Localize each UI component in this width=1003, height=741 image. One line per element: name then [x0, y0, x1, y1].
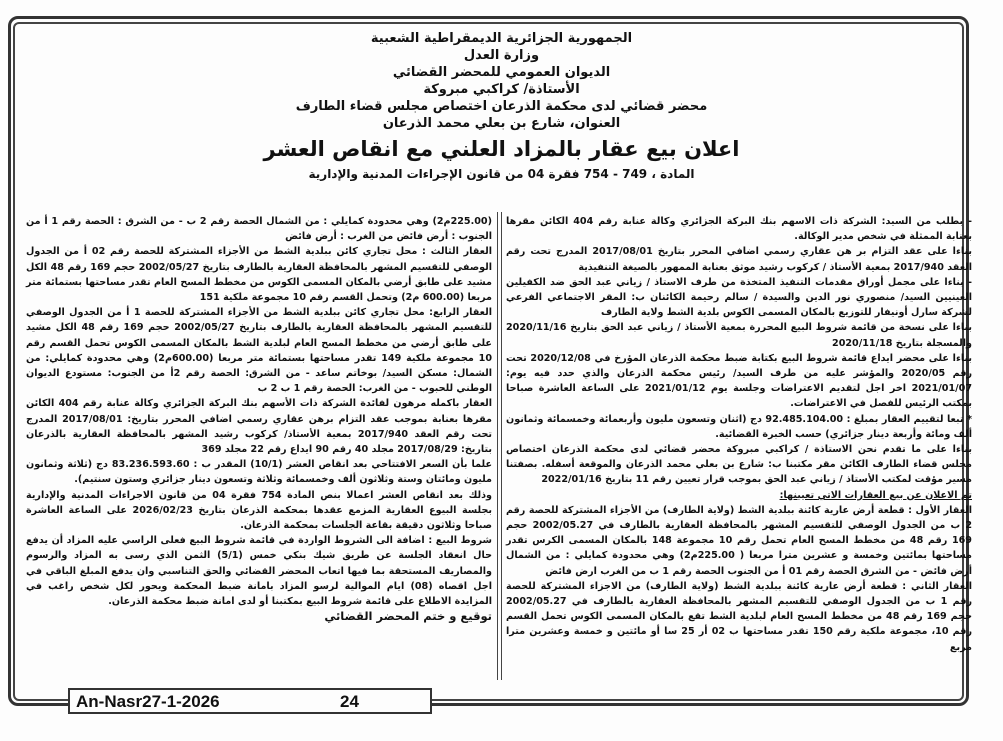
paragraph: بناءا على نسخة من قائمة شروط البيع المحررة بمعية الأستاذ / زياني عبد الحق بتاريخ 2020/11/16 والمسجلة بتاريخ 2020/11/18 — [506, 322, 972, 349]
column-divider — [497, 212, 502, 680]
header-ministry: وزارة العدل — [463, 48, 540, 63]
page-title: اعلان بيع عقار بالمزاد العلني مع انقاص العشر — [263, 137, 740, 161]
announce-heading: تم الاعلان عن بيع العقارات الاتي تعيينها: — [779, 489, 972, 501]
sale-conditions: شروط البيع : اضافة الى الشروط الواردة في قائمة شروط البيع فعلى الراسي عليه المزاد أن يدفع حال انعقاد الجلسة عن طريق شيك بنكي خمس (5/1) الثمن الذي رسى به المزاد والرسوم والمصاريف المستحقة بما فيها اتعاب المحضر القضائي والحق التناسبي وان يدفع المبلغ الباقي في اجل اقصاه (08) ايام الموالية لرسو المزاد بامانة ضبط المحكمة ويحور لكل شخص راغب في المزايدة الاطلاع على قائمة شروط البيع بمكتبنا أو لدى امانة ضبط محكمة الذرعان. — [26, 535, 492, 608]
opening-price: علما بأن السعر الافتتاحي بعد انقاص العشر (10/1) المقدر ب : 83.236.593.60 دج (ثلاثة وثمانون مليون ومائتان وستة وثلاثون ألف وخمسمائة وثلاثة وتسعون دينار جزائري وستون سنتيم). — [26, 459, 492, 486]
hearing-date: وذلك بعد انقاص العشر اعمالا بنص المادة 754 فقرة 04 من قانون الاجراءات المدنية والإدارية بجلسة البيوع العقارية المزمع عقدها بمحكمة الذرعان بتاريخ 2026/02/23 على الساعة العاشرة صباحا وثلاثون دقيقة بقاعة الجلسات بمحكمة الذرعان. — [26, 489, 493, 532]
paragraph: بناءا على محضر ايداع قائمة شروط البيع بكتابة ضبط محكمة الذرعان المؤرخ في 2020/12/08 تحت رقم 2020/05 والمؤشر عليه من طرف السيد/ رئيس محكمة الذرعان والذي حدد فيه يوم: 2021/01/07 اخر اجل لتقديم الاعتراضات وجلسة يوم 2021/01/12 على الساعة العاشرة صباحا بمكتب الرئيس للفصل في الاعتراضات. — [506, 352, 972, 410]
paragraph: العقار باكمله مرهون لفائدة الشركة ذات الأسهم بنك البركة الجزائري وكالة عنابة رقم 404 الكائن مقرها بعنابة بموجب عقد التزام برهن عقاري رسمي اضافي المحرر بتاريخ: 2017/08/01 المدرج تحت رقم العقد 2017/940 بمعية الأستاذ/ كركوب رشيد المشهر بالمحافظة العقارية بالذرعان بتاريخ: 2017/08/29 مجلد 40 رقم 90 ايداع رقم 22 مجلد 369 — [26, 398, 492, 456]
header-address: العنوان، شارع بن بعلي محمد الذرعان — [382, 116, 621, 131]
header-office: الديوان العمومي للمحضر القضائي — [392, 65, 611, 80]
paragraph: (225.00م2) وهي محدودة كمايلي : من الشمال الحصة رقم 2 ب - من الشرق : الحصة رقم 1 أ من الجنوب : أرض فائض من الغرب : أرض فائض — [26, 216, 492, 243]
signature-line: توقيع و ختم المحضر القضائي — [324, 609, 492, 624]
paragraph: - بناءا على مجمل أوراق مقدمات التنفيذ المتخذة من طرف الاستاذ / زياني عبد الحق ضد الكفيلين العينيين السيد/ منصوري نور الدين والسيدة / سالم رحيمة الكائنان ب: المقر الاجتماعي الفرعي لشركة سارل أونيفار للتوزيع بالمكان المسمى الكوس بلدية الشط ولاية الطارف — [506, 276, 972, 319]
legal-article: المادة ، 749 - 754 فقرة 04 من قانون الإجراءات المدنية والإدارية — [308, 167, 695, 181]
header-jurisdiction: محضر قضائي لدى محكمة الذرعان اختصاص مجلس قضاء الطارف — [295, 99, 708, 114]
paragraph: بناءا على ما تقدم نحن الاستاذة / كراكبي مبروكة محضر قضائي لدى محكمة الذرعان اختصاص مجلس قضاء الطارف الكائن مقر مكتبنا ب: شارع بن بعلي محمد الذرعان والموقعة أسفله. بصفتنا مسير مؤقت لمكتب الأستاذ / زياني عبد الحق بموجب قرار تعيين رقم 11 بتاريخ 2022/01/16 — [506, 444, 972, 486]
page-number: 24 — [340, 692, 359, 711]
document-header — [0, 30, 1003, 182]
paragraph: * تبعا لتقييم العقار بمبلغ : 92.485.104.00 دج (اثنان وتسعون مليون وأربعمائة وخمسمائة وثمانون ألف ومائة وأربعة دينار جزائري) حسب الخبرة القضائية. — [506, 413, 972, 440]
footer-box — [68, 688, 432, 714]
left-column — [26, 214, 492, 624]
property-second: العقار الثاني : قطعة أرض عارية كائنة ببلدية الشط (ولاية الطارف) من الاجزاء المشتركة للحصة رقم 1 ب من الجدول الوصفي للتقسيم المشهر بالمحافظة العقارية بالطارف في 2002/05.27 حجم 169 رقم 48 من مخطط المسح العام لبلدية الشط تقع بالمكان المسمى الكوس تحمل القسم رقم 10، مجموعة ملكية رقم 150 تقدر مساحتها ب 02 أر 25 سا أو مائتين و خمسة وعشرين مترا مربع — [506, 580, 972, 653]
paragraph: - بطلب من السيد: الشركة ذات الاسهم بنك البركة الجزائري وكالة عنابة رقم 404 الكائن مقرها بعنابة الممثلة في شخص مدير الوكالة. — [506, 216, 972, 243]
publication-name: An-Nasr27-1-2026 — [76, 692, 220, 711]
property-fourth: العقار الرابع: محل تجاري كائن ببلدية الشط من الأجزاء المشتركة للحصة 1 أ من الجدول الوصفي للتقسيم المشهر بالمحافظة العقارية بالطارف بتاريخ 2002/05/27 حجم 169 رقم 48 الكل مشيد على طابق أرضي من مخطط المسح العام لبلدية الشط بالمكان المسمى الكوس تحمل القسم رقم 10 مجموعة ملكية 149 تقدر مساحتها بستمائة متر مربعا (600.00م2) وهي محدودة كمايلي: من الشمال: مسكن السيد/ بوخاتم ساعد - من الشرق: الحصة رقم 2أ من الجنوب: مستودع الديوان الوطني للحبوب - من الغرب: الحصة رقم 1 ب 2 ب — [26, 307, 492, 395]
header-bailiff-name: الأستاذة/ كراكبي مبروكة — [423, 82, 580, 97]
header-republic: الجمهورية الجزائرية الديمقراطية الشعبية — [370, 31, 633, 46]
right-column — [506, 214, 972, 655]
property-third: العقار الثالث : محل تجاري كائن ببلدية الشط من الأجزاء المشتركة للحصة رقم 02 أ من الجدول الوصفي للتقسيم المشهر بالمحافظة العقارية بالطارف بتاريخ 2002/05/27 حجم 169 رقم 48 الكل مشيد على طابق أرضي بالمكان المسمى الكوس من مخطط المسح العام تقدر مساحتها بستمائة متر مربعا (600.00 م2) وتحمل القسم رقم 10 مجموعة ملكية 151 — [26, 246, 493, 304]
paragraph: بناءا على عقد التزام بر هن عقاري رسمي اضافي المحرر بتاريخ 2017/08/01 المدرج تحت رقم العقد 2017/940 بمعية الأستاذ / كركوب رشيد موثق بعنابة الممهور بالصيغة التنفيذية — [506, 246, 972, 273]
property-first: العقار الأول : قطعة أرض عارية كائنة ببلدية الشط (ولاية الطارف) من الأجزاء المشتركة للحصة رقم 2 ب من الجدول الوصفي للتقسيم المشهر بالمحافظة العقارية بالطارف في 2002/05.27 حجم 169 رقم 48 من مخطط المسح العام تحمل رقم 10 مجموعة 148 بالمكان المسمى الكرس تقدر مساحتها بمائتين وخمسة و عشرين مترا مربعا ( 225.00م2) وهي محدودة كمايلي : من الشمال أرض فائض - من الشرق الحصة رقم 01 أ من الجنوب الحصة رقم 1 ب من الغرب ارض فائض — [506, 504, 973, 577]
